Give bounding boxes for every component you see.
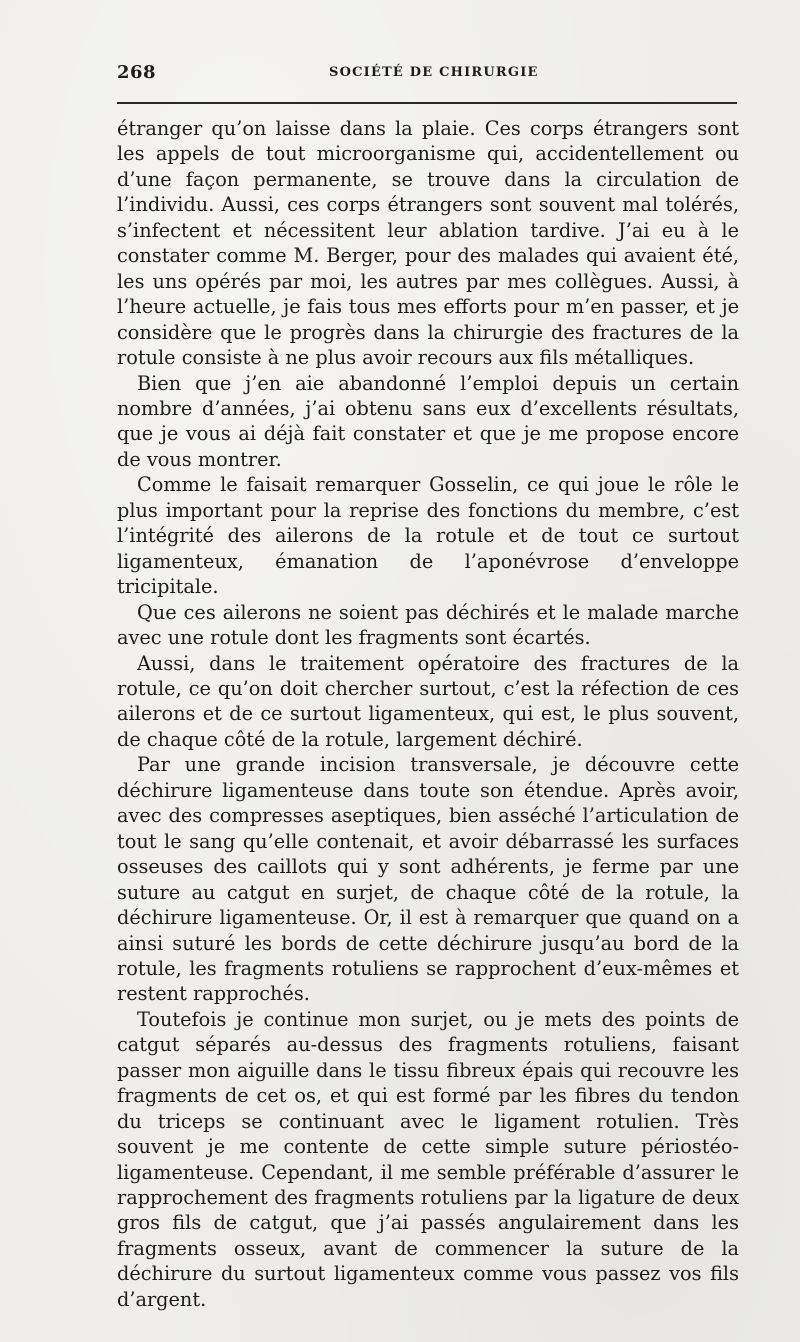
paragraph-7: Toutefois je continue mon surjet, ou je mets des points de catgut séparés au-dessus des fragments rotuliens, faisant passer mon aiguille dans le tissu fibreux épais qui recouvre les fragments de cet os, et qui est formé par les fibres du tendon du triceps se continuant avec le ligament rotulien. Très souvent je me contente de cette simple suture périostéo-ligamenteuse. Cependant, il me semble préférable d’assurer le rapprochement des fragments rotuliens par la ligature de deux gros fils de catgut, que j’ai passés angulairement dans les fragments osseux, avant de commencer la suture de la déchirure du surtout ligamenteux comme vous passez vos fils d’argent. bbox=[117, 1007, 739, 1311]
header-rule bbox=[117, 102, 737, 104]
paragraph-6: Par une grande incision transversale, je découvre cette déchirure ligamenteuse dans toute son étendue. Après avoir, avec des compresses aseptiques, bien asséché l’articulation de tout le sang qu’elle contenait, et avoir débarrassé les surfaces osseuses des caillots qui y sont adhérents, je ferme par une suture au catgut en surjet, de chaque côté de la rotule, la déchirure ligamenteuse. Or, il est à remarquer que quand on a ainsi suturé les bords de cette déchirure jusqu’au bord de la rotule, les fragments rotuliens se rapprochent d’eux-mêmes et restent rapprochés. bbox=[117, 753, 739, 1006]
paragraph-5: Aussi, dans le traitement opératoire des fractures de la rotule, ce qu’on doit chercher surtout, c’est la réfection de ces ailerons et de ce surtout ligamenteux, qui est, le plus souvent, de chaque côté de la rotule, largement déchiré. bbox=[117, 651, 739, 751]
page-header bbox=[117, 62, 737, 88]
running-head: SOCIÉTÉ DE CHIRURGIE bbox=[329, 65, 539, 80]
paragraph-1: étranger qu’on laisse dans la plaie. Ces corps étrangers sont les appels de tout microorganisme qui, accidentellement ou d’une façon permanente, se trouve dans la circulation de l’individu. Aussi, ces corps étrangers sont souvent mal tolérés, s’infectent et nécessitent leur ablation tardive. J’ai eu à le constater comme M. Berger, pour des malades qui avaient été, les uns opérés par moi, les autres par mes collègues. Aussi, à l’heure actuelle, je fais tous mes efforts pour m’en passer, et je considère que le progrès dans la chirurgie des fractures de la rotule consiste à ne plus avoir recours aux fils métalliques. bbox=[117, 117, 739, 370]
paragraph-2: Bien que j’en aie abandonné l’emploi depuis un certain nombre d’années, j’ai obtenu sans eux d’excellents résultats, que je vous ai déjà fait constater et que je me propose encore de vous montrer. bbox=[117, 371, 739, 471]
page-number: 268 bbox=[117, 62, 157, 83]
paragraph-4: Que ces ailerons ne soient pas déchirés et le malade marche avec une rotule dont les fragments sont écartés. bbox=[117, 600, 739, 650]
body-text bbox=[117, 116, 739, 1312]
paragraph-3: Comme le faisait remarquer Gosselin, ce qui joue le rôle le plus important pour la reprise des fonctions du membre, c’est l’intégrité des ailerons de la rotule et de tout ce surtout ligamenteux, émanation de l’aponévrose d’enveloppe tricipitale. bbox=[117, 473, 739, 599]
